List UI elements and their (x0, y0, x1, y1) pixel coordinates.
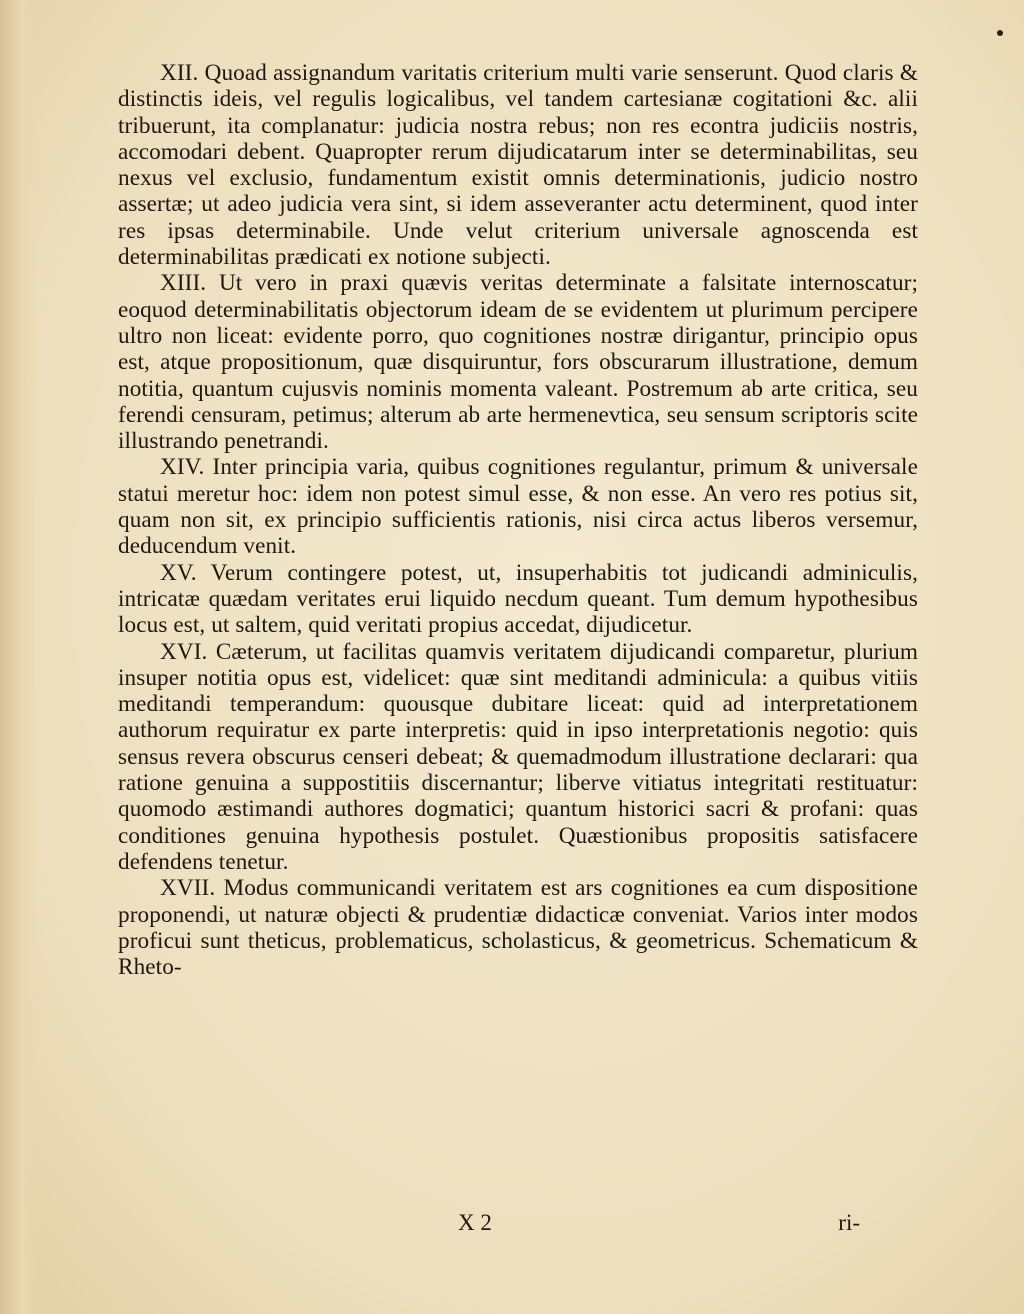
paragraph-xvi: XVI. Cæterum, ut facilitas quamvis veritatem dijudicandi comparetur, plurium insuper notitia opus est, videlicet: quæ sint meditandi adminicula: a quibus vitiis meditandi temperandum: quousque dubitare liceat: quid ad interpretationem authorum requiratur ex parte interpretis: quid in ipso interpretationis negotio: quis sensus revera obscurus censeri debeat; & quemadmodum illustratione declarari: qua ratione genuina a suppostitiis discernantur; liberve vitiatus integritati restituatur: quomodo æstimandi authores dogmatici; quantum historici sacri & profani: quas conditiones genuina hypothesis postulet. Quæstionibus propositis satisfacere defendens tenetur. (118, 638, 918, 875)
catchword: ri- (838, 1210, 860, 1235)
binding-shadow (0, 0, 38, 1314)
paragraph-xiii: XIII. Ut vero in praxi quævis veritas determinate a falsitate internoscatur; eoquod determinabilitatis objectorum ideam de se evidentem ut plurimum percipere ultro non liceat: evidente porro, quo cognitiones nostræ dirigantur, principio opus est, atque propositionum, quæ disquiruntur, fors obscurarum illustratione, demum notitia, quantum cujusvis nominis momenta valeant. Postremum ab arte critica, seu ferendi censuram, petimus; alterum ab arte hermenevtica, seu sensum scriptoris scite illustrando penetrandi. (118, 270, 918, 455)
paragraph-xv: XV. Verum contingere potest, ut, insuperhabitis tot judicandi adminiculis, intricatæ quædam veritates erui liquido necdum queant. Tum demum hypothesibus locus est, ut saltem, quid veritati propius accedat, dijudicetur. (118, 559, 918, 639)
body-text (118, 60, 918, 980)
paragraph-xvii: XVII. Modus communicandi veritatem est ars cognitiones ea cum dispositione proponendi, ut naturæ objecti & prudentiæ didacticæ conveniat. Varios inter modos proficui sunt theticus, problematicus, scholasticus, & geometricus. Schematicum & Rheto- (118, 875, 918, 981)
ink-spot (997, 30, 1003, 36)
signature-mark: X 2 (458, 1210, 492, 1235)
paragraph-xiv: XIV. Inter principia varia, quibus cognitiones regulantur, primum & universale statui meretur hoc: idem non potest simul esse, & non esse. An vero res potius sit, quam non sit, ex principio sufficientis rationis, nisi circa actus liberos versemur, deducendum venit. (118, 454, 918, 560)
page-footer (118, 1210, 918, 1240)
paragraph-xii: XII. Quoad assignandum varitatis criterium multi varie senserunt. Quod claris & distinctis ideis, vel regulis logicalibus, vel tandem cartesianæ cogitationi &c. alii tribuerunt, ita complanatur: judicia nostra rebus; non res econtra judiciis nostris, accomodari debent. Quapropter rerum dijudicatarum inter se determinabilitas, seu nexus vel exclusio, fundamentum existit omnis determinationis, judicio nostro assertæ; ut adeo judicia vera sint, si idem asseveranter actu determinent, quod inter res ipsas determinabile. Unde velut criterium universale agnoscenda est determinabilitas prædicati ex notione subjecti. (118, 60, 918, 271)
